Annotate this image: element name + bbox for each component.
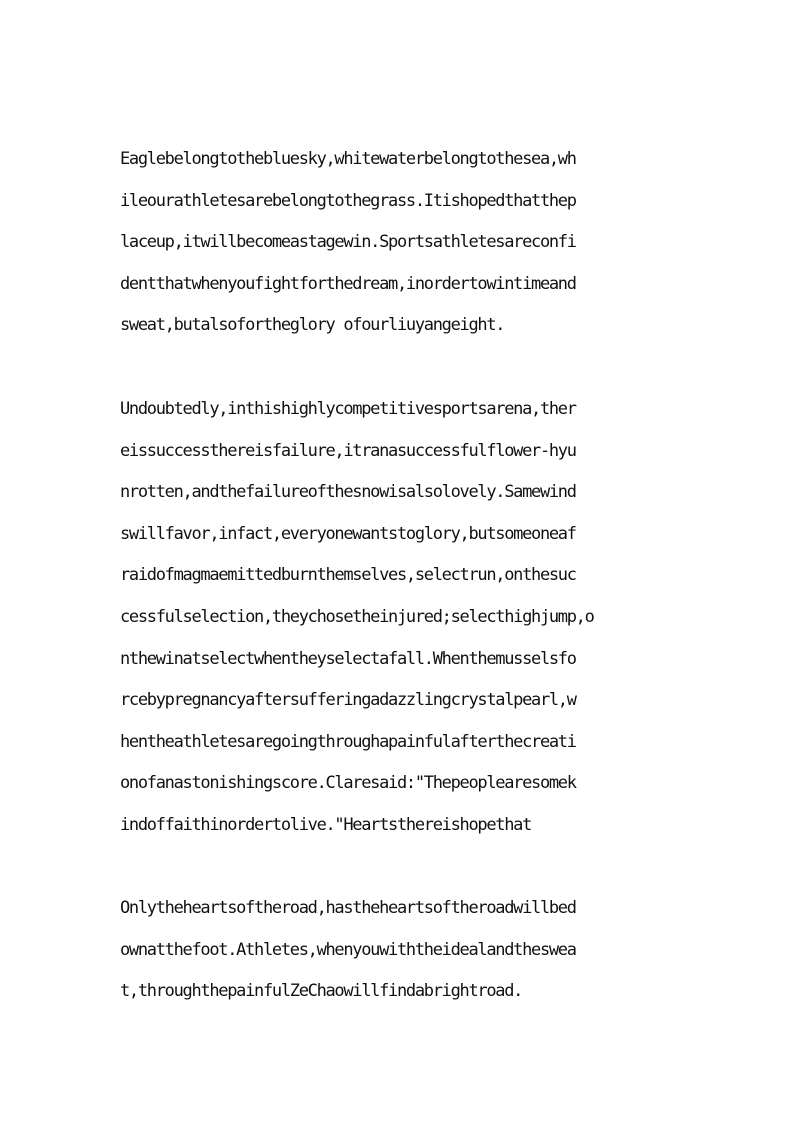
paragraph-1 [120, 139, 700, 347]
text-line: laceup,itwillbecomeastagewin.Sportsathletesareconfi [120, 232, 576, 253]
text-line: nrotten,andthefailureofthesnowisalsolovely.Samewind [120, 482, 576, 503]
paragraph-3 [120, 888, 700, 1013]
text-line: indoffaithinordertolive."Heartsthereishopethat [120, 814, 532, 835]
text-line: nthewinatselectwhentheyselectafall.Whenthemusselsfo [120, 648, 576, 669]
text-line: cessfulselection,theychosetheinjured;selecthighjump,o [120, 606, 594, 627]
text-line: hentheathletesaregoingthroughapainfulafterthecreati [120, 731, 576, 752]
text-line: Eaglebelongtothebluesky,whitewaterbelongtothesea,wh [120, 149, 576, 169]
text-line: raidofmagmaemittedburnthemselves,selectrun,onthesuc [120, 565, 576, 586]
text-line: Undoubtedly,inthishighlycompetitivesportsarena,ther [120, 399, 576, 419]
text-line: eissuccessthereisfailure,itranasuccessfulflower-hyu [120, 440, 576, 461]
text-line: sweat,butalsofortheglory ofourliuyangeight. [120, 315, 505, 336]
text-line: onofanastonishingscore.Claresaid:"Thepeoplearesomek [120, 773, 576, 794]
text-line: swillfavor,infact,everyonewantstoglory,butsomeoneaf [120, 523, 576, 544]
text-line: rcebypregnancyaftersufferingadazzlingcrystalpearl,w [120, 690, 576, 711]
text-line: Onlytheheartsoftheroad,hastheheartsoftheroadwillbed [120, 898, 576, 918]
text-line: t,throughthepainfulZeChaowillfindabrightroad. [120, 981, 523, 1002]
text-line: ileourathletesarebelongtothegrass.Itishopedthatthep [120, 190, 576, 211]
text-line: ownatthefoot.Athletes,whenyouwiththeidealandtheswea [120, 939, 576, 960]
text-line: dentthatwhenyoufightforthedream,inordertowintimeand [120, 273, 576, 294]
paragraph-2 [120, 389, 700, 847]
